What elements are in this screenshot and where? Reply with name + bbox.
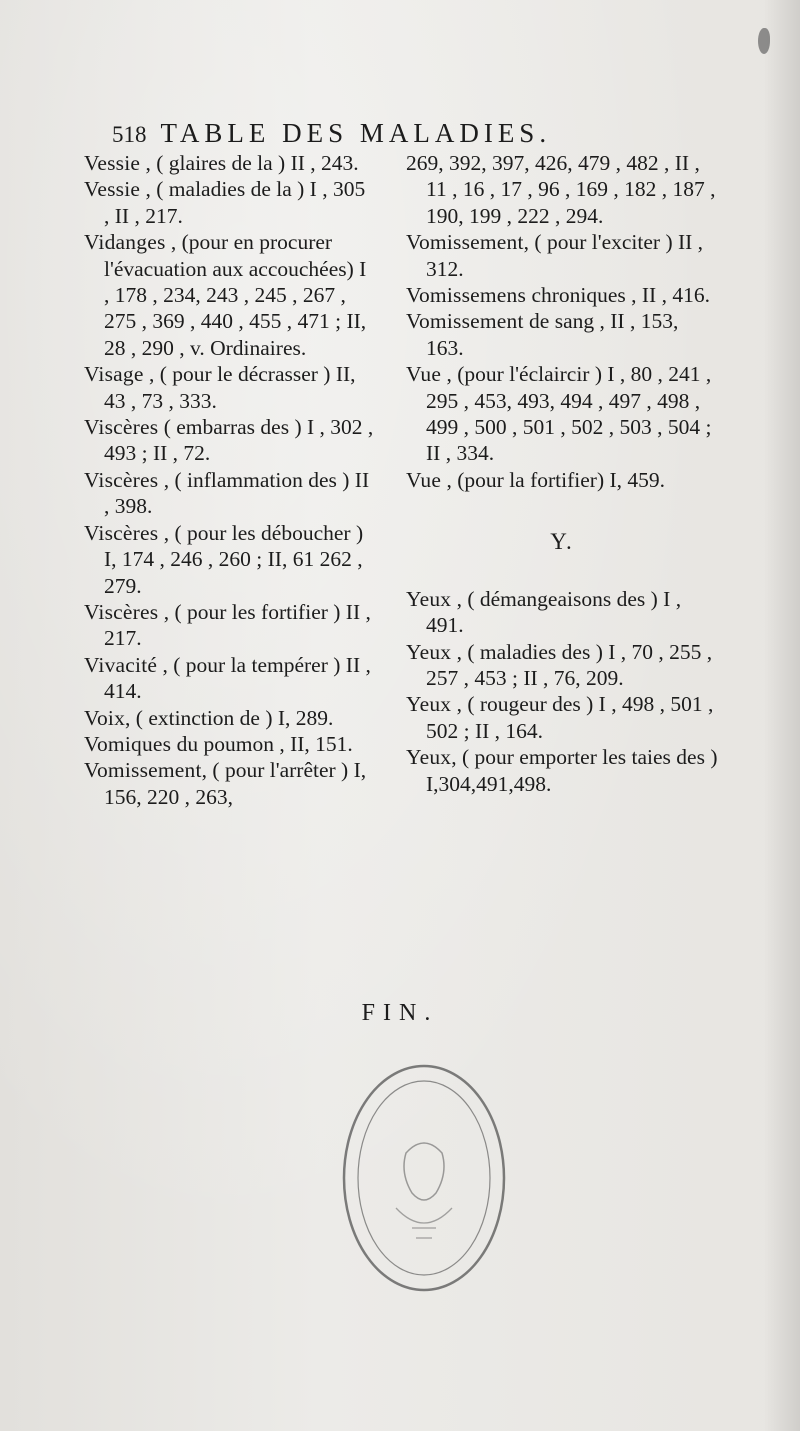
entry-references: , ( extinction de ) I, 289.: [125, 705, 334, 730]
page-number: 518: [112, 122, 147, 147]
index-entry: [84, 757, 374, 810]
entry-references: , ( pour les fortifier ) II , 217.: [104, 599, 371, 651]
entry-headword: Vue: [406, 362, 442, 387]
right-column: [406, 150, 718, 797]
entry-references: , ( pour l'arrêter ) I, 156, 220 , 263,: [104, 758, 367, 809]
index-entry: [406, 639, 718, 692]
index-entry: [406, 691, 718, 744]
entry-references: , ( pour le décrasser ) II, 43 , 73 , 333.: [104, 362, 356, 413]
library-stamp: [336, 1058, 512, 1298]
entry-references: , ( démangeaisons des ) I , 491.: [426, 586, 682, 638]
fin-label: FIN.: [361, 1000, 439, 1026]
index-entry: [406, 308, 718, 361]
entry-references: , ( glaires de la ) II , 243.: [140, 151, 359, 175]
page-edge-shadow: [764, 0, 800, 1431]
entry-headword: Viscères: [84, 599, 159, 624]
entry-headword: Vessie: [84, 151, 141, 175]
entry-references: , ( pour emporter les taies des ) I,304,491,498.: [426, 745, 718, 796]
entry-references: , ( rougeur des ) I , 498 , 501 , 502 ; II , 164.: [426, 692, 714, 743]
entry-headword: Yeux: [406, 639, 452, 664]
entry-headword: Vomissement: [84, 758, 202, 783]
entry-headword: Viscères: [84, 415, 159, 440]
ink-blot: [758, 28, 770, 54]
entry-references: 269, 392, 397, 426, 479 , 482 , II , 11 , 16 , 17 , 96 , 169 , 182 , 187 , 190, 199 , 222 , 294.: [406, 151, 716, 228]
entry-references: , ( inflammation des ) II , 398.: [104, 467, 370, 519]
index-entry: [84, 229, 374, 361]
index-entry: [84, 705, 374, 731]
v-entries: [406, 150, 718, 493]
index-entry: [406, 361, 718, 467]
entry-headword: Vomiques: [84, 731, 172, 756]
entry-references: , ( pour la tempérer ) II , 414.: [104, 652, 371, 704]
entry-references: de sang , II , 153, 163.: [426, 309, 679, 360]
entry-references: , ( maladies des ) I , 70 , 255 , 257 , 453 ; II , 76, 209.: [426, 639, 713, 690]
entry-headword: Viscères: [84, 520, 159, 545]
entry-headword: Visage: [84, 362, 144, 387]
section-letter-heading: Y.: [550, 529, 574, 555]
index-entry: [406, 282, 718, 308]
entry-headword: Viscères: [84, 467, 159, 492]
index-entry: [84, 520, 374, 599]
entry-headword: Yeux: [406, 745, 452, 770]
entry-headword: Yeux: [406, 586, 452, 611]
entry-headword: Vivacité: [84, 652, 158, 677]
entry-headword: Vomissement: [406, 230, 524, 255]
index-entry: [406, 467, 718, 493]
index-entry: [84, 150, 374, 176]
entry-headword: Yeux: [406, 692, 452, 717]
index-entry: [84, 361, 374, 414]
entry-references: , ( maladies de la ) I , 305 , II , 217.: [104, 177, 366, 228]
index-entry: [84, 176, 374, 229]
entry-headword: Vue: [406, 467, 442, 492]
index-entry: [406, 744, 718, 797]
entry-references: , ( pour l'exciter ) II , 312.: [426, 230, 704, 281]
index-entry: [84, 599, 374, 652]
entry-headword: Vidanges: [84, 230, 166, 255]
entry-references: , ( pour les déboucher ) I, 174 , 246 , 260 ; II, 61 262 , 279.: [104, 520, 364, 598]
running-header: [112, 118, 632, 149]
left-column: [84, 150, 374, 810]
index-entry: [406, 586, 718, 639]
entry-headword: Voix: [84, 705, 126, 730]
y-entries: [406, 586, 718, 797]
entry-headword: Vessie: [84, 177, 141, 202]
entry-references: , (pour l'éclaircir ) I , 80 , 241 , 295 , 453, 493, 494 , 497 , 498 , 499 , 500 , 501 , 502 , 503 , 504 ; II , 334.: [426, 362, 712, 466]
page-title: TABLE DES MALADIES.: [160, 118, 552, 148]
index-entry: [84, 731, 374, 757]
index-entry: [406, 229, 718, 282]
index-entry: [406, 150, 718, 229]
index-entry: [84, 414, 374, 467]
entry-headword: Vomissement: [406, 309, 524, 334]
entry-references: , (pour la fortifier) I, 459.: [441, 467, 666, 492]
entry-references: ( embarras des ) I , 302 , 493 ; II , 72.: [104, 415, 374, 466]
entry-references: du poumon , II, 151.: [171, 731, 353, 756]
entry-references: chroniques , II , 416.: [526, 283, 710, 308]
entry-headword: Vomissemens: [406, 283, 527, 308]
index-entry: [84, 467, 374, 520]
entry-references: , (pour en procurer l'évacuation aux accouchées) I , 178 , 234, 243 , 245 , 267 , 275 , 369 , 440 , 455 , 471 ; II, 28 , 290 , v. Ordinaires.: [104, 230, 367, 360]
index-entry: [84, 652, 374, 705]
